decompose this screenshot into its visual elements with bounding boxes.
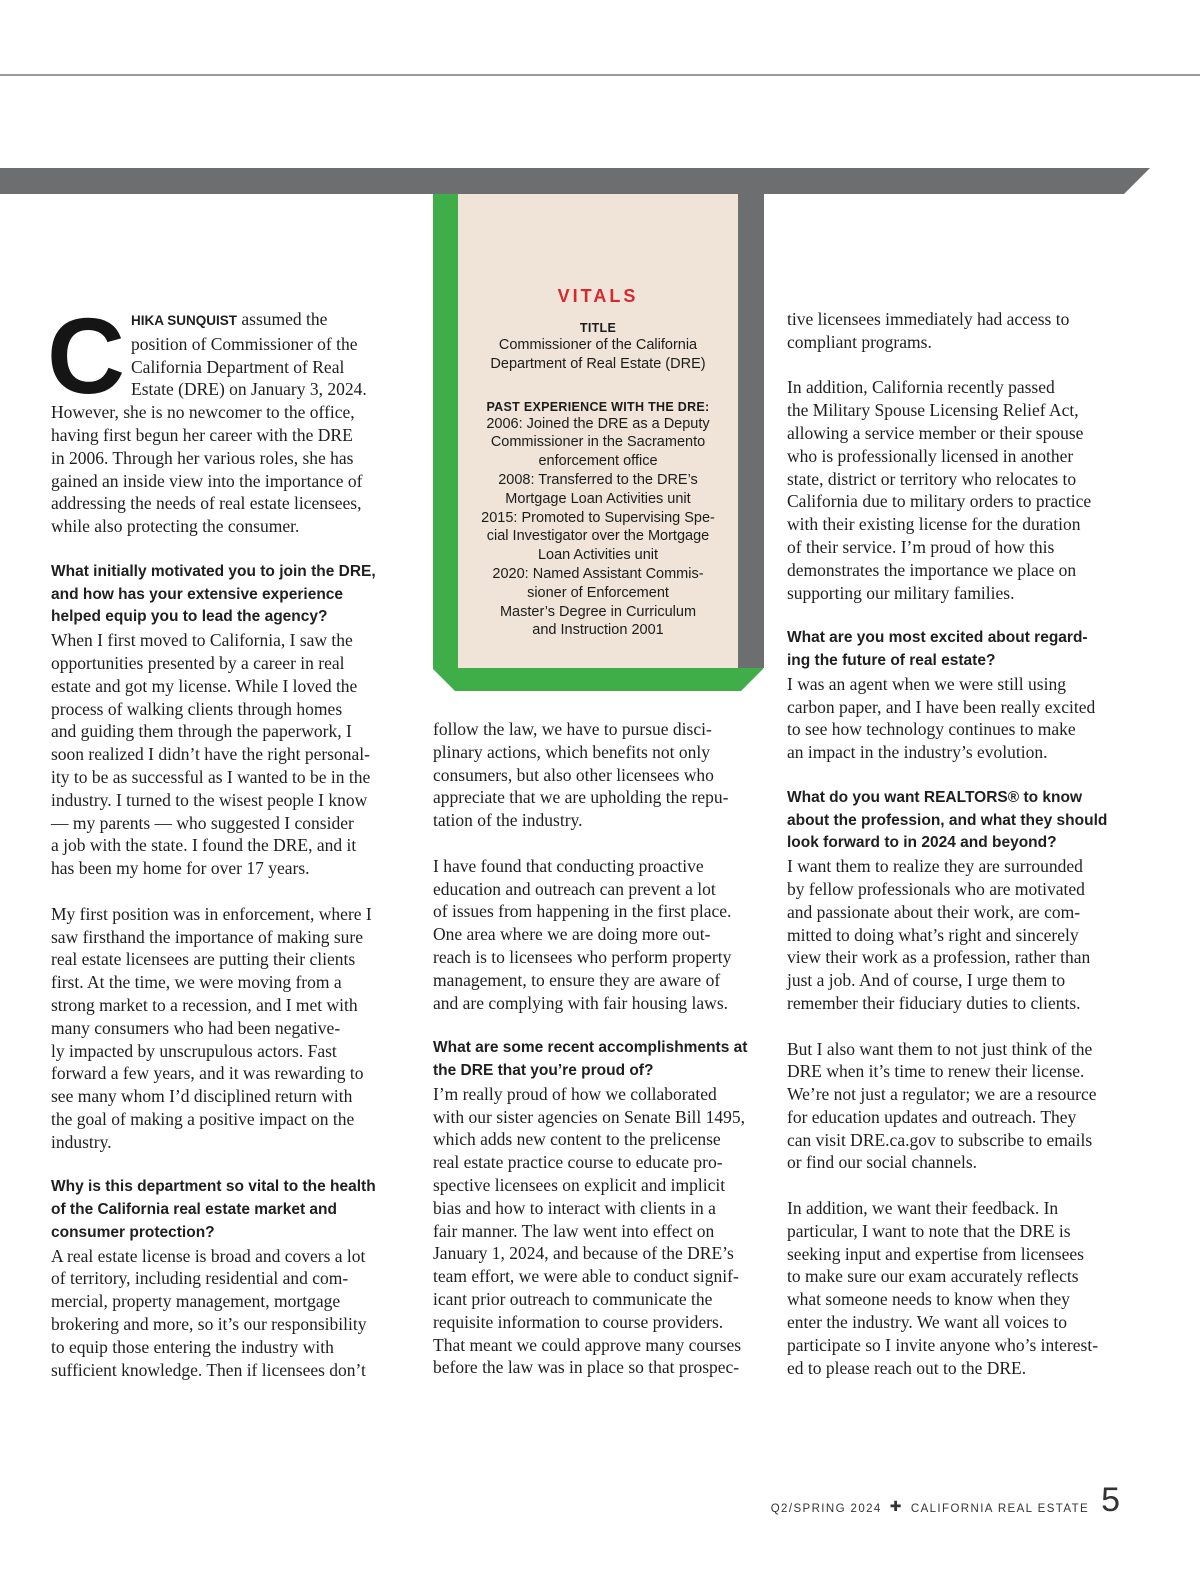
answer-paragraph: I have found that conducting proactive education and outreach can prevent a lot of issues from happening in the first place. One area where we are doing more out- reach is to licensees who perform property management, to ensure they are aware of and are complying with fair housing laws.: [433, 855, 732, 1013]
issue-label: Q2/SPRING 2024: [770, 1503, 882, 1515]
publication-name: CALIFORNIA REAL ESTATE: [910, 1503, 1090, 1515]
vitals-experience-label: PAST EXPERIENCE WITH THE DRE:: [486, 399, 710, 414]
vitals-title-label: TITLE: [579, 321, 617, 335]
answer-paragraph: tive licensees immediately had access to compliant programs.: [787, 309, 1070, 352]
article-column-3: [787, 308, 1129, 1402]
answer-paragraph: A real estate license is broad and covers a lot of territory, including residential and com- mercial, property management, mortgage brokering and more, so it’s our responsibility to equip those entering the industry with sufficient knowledge. Then if licensees don’t: [51, 1245, 367, 1380]
answer-paragraph: In addition, California recently passed the Military Spouse Licensing Relief Act, allowing a service member or their spouse who is professionally licensed in another state, district or territory who relocates to California due to military orders to practice with their existing license for the duration of their service. I’m proud of how this demonstrates the importance we place on supporting our military families.: [787, 377, 1092, 603]
answer-paragraph: When I first moved to California, I saw the opportunities presented by a career in real estate and got my license. While I loved the process of walking clients through homes and guiding them through the paperwork, I soon realized I didn’t have the right personal- ity to be as successful as I wanted to be in the industry. I turned to the wisest people I know — my parents — who suggested I consider a job with the state. I found the DRE, and it has been my home for over 17 years.: [51, 630, 371, 879]
top-rule: [0, 74, 1200, 76]
answer-paragraph: But I also want them to not just think of the DRE when it’s time to renew their license. We’re not just a regulator; we are a resource for education updates and outreach. They can visit DRE.ca.gov to subscribe to emails or find our social channels.: [787, 1038, 1097, 1173]
answer-paragraph: In addition, we want their feedback. In particular, I want to note that the DRE is seeking input and expertise from licensees to make sure our exam accurately reflects what someone needs to know when they enter the industry. We want all voices to participate so I invite anyone who’s interest- ed to please reach out to the DRE.: [787, 1198, 1099, 1378]
answer-paragraph: follow the law, we have to pursue disci- plinary actions, which benefits not only consumers, but also other licensees who appreciate that we are upholding the repu- tation of the industry.: [433, 719, 729, 831]
question-1: What initially motivated you to join the DRE, and how has your extensive experience helped equip you to lead the agency?: [51, 562, 376, 626]
article-column-1: [47, 295, 401, 1404]
question-5: What do you want REALTORS® to know about the profession, and what they should look forward to in 2024 and beyond?: [787, 788, 1108, 852]
answer-paragraph: I want them to realize they are surrounded by fellow professionals who are motivated and passionate about their work, are com- mitted to doing what’s right and sincerely view their work as a profession, rather than just a job. And of course, I urge them to remember their fiduciary duties to clients.: [787, 856, 1091, 1013]
question-2: Why is this department so vital to the health of the California real estate market and consumer protection?: [51, 1178, 376, 1241]
vitals-title-value: Commissioner of the California Department of Real Estate (DRE): [490, 337, 706, 372]
vitals-experience-list: 2006: Joined the DRE as a Deputy Commissioner in the Sacramento enforcement office 2008: Transferred to the DRE’s Mortgage Loan Activities unit 2015: Promoted to Supervising Spe- cial Investigator over the Mortgage Loan Activities unit 2020: Named Assistant Commis- sioner of Enforcement Master’s Degree in Curriculum and Instruction 2001: [481, 415, 715, 639]
header-band-stem: [738, 194, 764, 668]
lead-name: HIKA SUNQUIST: [131, 313, 238, 328]
answer-paragraph: My first position was in enforcement, where I saw firsthand the importance of making sure real estate licensees are putting their clients first. At the time, we were moving from a strong market to a recession, and I met with many consumers who had been negative- ly impacted by unscrupulous actors. Fast forward a few years, and it was rewarding to see many whom I’d disciplined return with the goal of making a positive impact on the industry.: [51, 903, 372, 1152]
article-intro: C HIKA SUNQUIST assumed the position of Commissioner of the California Department of Real Estate (DRE) on January 3, 2024. However, she is no newcomer to the office, having first begun her career with the DRE in 2006. Through her various roles, she has gained an inside view into the importance of addressing the needs of real estate licensees, while also protecting the consumer.: [47, 295, 367, 537]
question-4: What are you most excited about regard- ing the future of real estate?: [787, 629, 1088, 669]
page-footer: [770, 1481, 1120, 1519]
vitals-sidebar: [458, 194, 738, 668]
page-number: 5: [1101, 1481, 1120, 1519]
vitals-heading: VITALS: [557, 286, 639, 306]
drop-cap: C: [47, 295, 125, 416]
article-column-2: [433, 718, 768, 1402]
plus-icon: ✚: [889, 1498, 903, 1514]
answer-paragraph: I was an agent when we were still using carbon paper, and I have been really excited to see how technology continues to make an impact in the industry’s evolution.: [787, 673, 1096, 763]
header-band: [0, 168, 1150, 194]
question-3: What are some recent accomplishments at the DRE that you’re proud of?: [433, 1039, 748, 1079]
answer-paragraph: I’m really proud of how we collaborated with our sister agencies on Senate Bill 1495, which adds new content to the prelicense real estate practice course to educate pro- spective licensees on explicit and implicit bias and how to interact with clients in a fair manner. The law went into effect on January 1, 2024, and because of the DRE’s team effort, we were able to conduct signif- icant prior outreach to communicate the requisite information to course providers. That meant we could approve many courses before the law was in place so that prospec-: [433, 1083, 746, 1378]
